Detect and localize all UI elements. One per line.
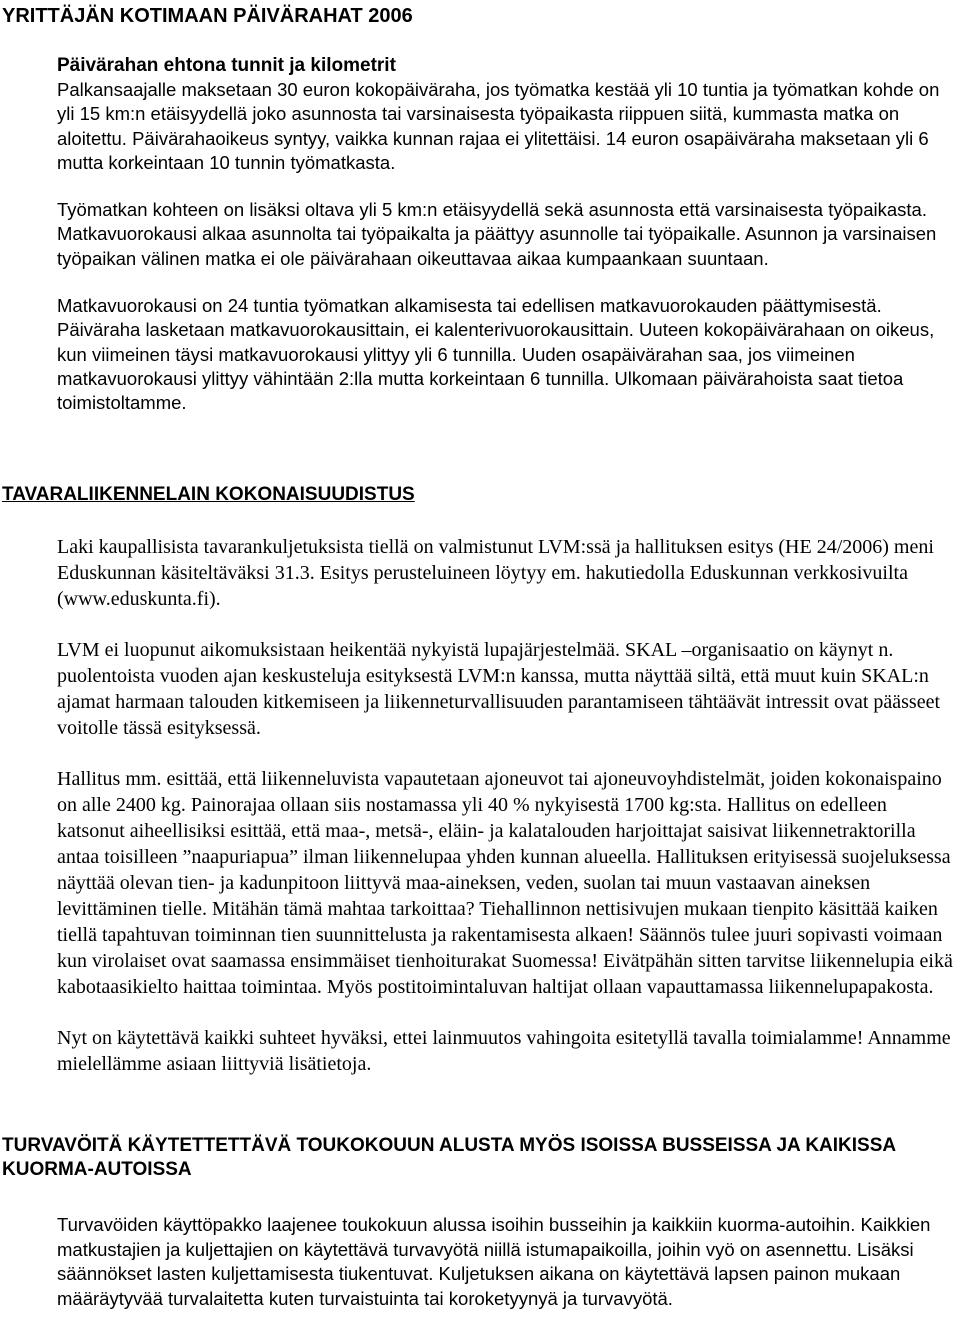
paragraph: Palkansaajalle maksetaan 30 euron kokopäiväraha, jos työmatka kestää yli 10 tuntia ja työmatkan kohde on yli 15 km:n etäisyydellä joko asunnosta tai varsinaisesta työpaikasta riippuen siitä, kummasta matka on aloitettu. Päivärahaoikeus syntyy, vaikka kunnan rajaa ei ylitettäisi. 14 euron osapäiväraha maksetaan yli 6 mutta korkeintaan 10 tunnin työmatkasta.: [57, 79, 940, 173]
section-heading-seatbelts: TURVAVÖITÄ KÄYTETTETTÄVÄ TOUKOKOUUN ALUSTA MYÖS ISOISSA BUSSEISSA JA KAIKISSA KUORMA-AUTOISSA: [2, 1135, 896, 1180]
paragraph: Nyt on käytettävä kaikki suhteet hyväksi, ettei lainmuutos vahingoita esitetyllä tavalla toimialamme! Annamme mielellämme asiaan liittyviä lisätietoja.: [57, 1027, 951, 1075]
paragraph: Laki kaupallisista tavarankuljetuksista tiellä on valmistunut LVM:ssä ja hallituksen esitys (HE 24/2006) meni Eduskunnan käsiteltäväksi 31.3. Esitys perusteluineen löytyy em. hakutiedolla Eduskunnan verkkosivuilta (www.eduskunta.fi).: [57, 536, 934, 610]
section-subheading: Päivärahan ehtona tunnit ja kilometrit: [57, 55, 396, 76]
paragraph: Hallitus mm. esittää, että liikenneluvista vapautetaan ajoneuvot tai ajoneuvoyhdistelmät, joiden kokonaispaino on alle 2400 kg. Painorajaa ollaan siis nostamassa yli 40 % nykyisestä 1700 kg:sta. Hallitus on edelleen katsonut aiheellisiksi esittää, että maa-, metsä-, eläin- ja kalatalouden harjoittajat saisivat liikennetraktorilla antaa toisilleen ”naapuriapua” ilman liikennelupaa yhden kunnan alueella. Hallituksen erityisessä suojeluksessa näyttää olevan tien- ja kadunpitoon liittyvä maa-aineksen, veden, suolan tai muun vastaavan aineksen levittäminen tielle. Mitähän tämä mahtaa tarkoittaa? Tiehallinnon nettisivujen mukaan tienpito käsittää kaiken tiellä tapahtuvan toiminnan tien suunnittelusta ja rakentamisesta alkaen! Säännös tulee juuri sopivasti voimaan kun virolaiset ovat saamassa ensimmäiset tienhoiturakat Suomessa! Eivätpähän sitten tarvitse liikennelupia eikä kabotaasikielto haittaa toimintaa. Myös postitoimintaluvan haltijat ollaan vapauttamassa liikennelupapakosta.: [57, 768, 953, 998]
section-freight-law: [57, 534, 957, 1077]
section-seatbelts: [57, 1213, 957, 1311]
paragraph: Työmatkan kohteen on lisäksi oltava yli 5 km:n etäisyydellä sekä asunnosta että varsinaisesta työpaikasta. Matkavuorokausi alkaa asunnolta tai työpaikalta ja päättyy asunnolle tai työpaikalle. Asunnon ja varsinaisen työpaikan välinen matka ei ole päivärahaan oikeuttavaa aikaa kumpaankaan suuntaan.: [57, 199, 937, 269]
section-heading-freight-law: TAVARALIIKENNELAIN KOKONAISUUDISTUS: [2, 484, 415, 505]
section-daily-allowance: [57, 54, 952, 416]
paragraph: Turvavöiden käyttöpakko laajenee toukokuun alussa isoihin busseihin ja kaikkiin kuorma-autoihin. Kaikkien matkustajien ja kuljettajien on käytettävä turvavyötä niillä istumapaikoilla, joihin vyö on asennettu. Lisäksi säännökset lasten kuljettamisesta tiukentuvat. Kuljetuksen aikana on käytettävä lapsen painon mukaan määräytyvää turvalaitetta kuten turvaistuinta tai koroketyynyä ja turvavyötä.: [57, 1214, 931, 1309]
document-title: YRITTÄJÄN KOTIMAAN PÄIVÄRAHAT 2006: [2, 5, 413, 27]
paragraph: LVM ei luopunut aikomuksistaan heikentää nykyistä lupajärjestelmää. SKAL –organisaatio on käynyt n. puolentoista vuoden ajan keskusteluja esityksestä LVM:n kanssa, mutta näyttää siltä, että muut kuin SKAL:n ajamat harmaan talouden kitkemiseen ja liikenneturvallisuuden parantamiseen tähtäävät intressit ovat päässeet voitolle tässä esityksessä.: [57, 639, 941, 739]
paragraph: Matkavuorokausi on 24 tuntia työmatkan alkamisesta tai edellisen matkavuorokauden päättymisestä. Päiväraha lasketaan matkavuorokausittain, ei kalenterivuorokausittain. Uuteen kokopäivärahaan on oikeus, kun viimeinen täysi matkavuorokausi ylittyy yli 6 tunnilla. Uuden osapäivärahan saa, jos viimeinen matkavuorokausi ylittyy vähintään 2:lla mutta korkeintaan 6 tunnilla. Ulkomaan päivärahoista saat tietoa toimistoltamme.: [57, 295, 935, 414]
